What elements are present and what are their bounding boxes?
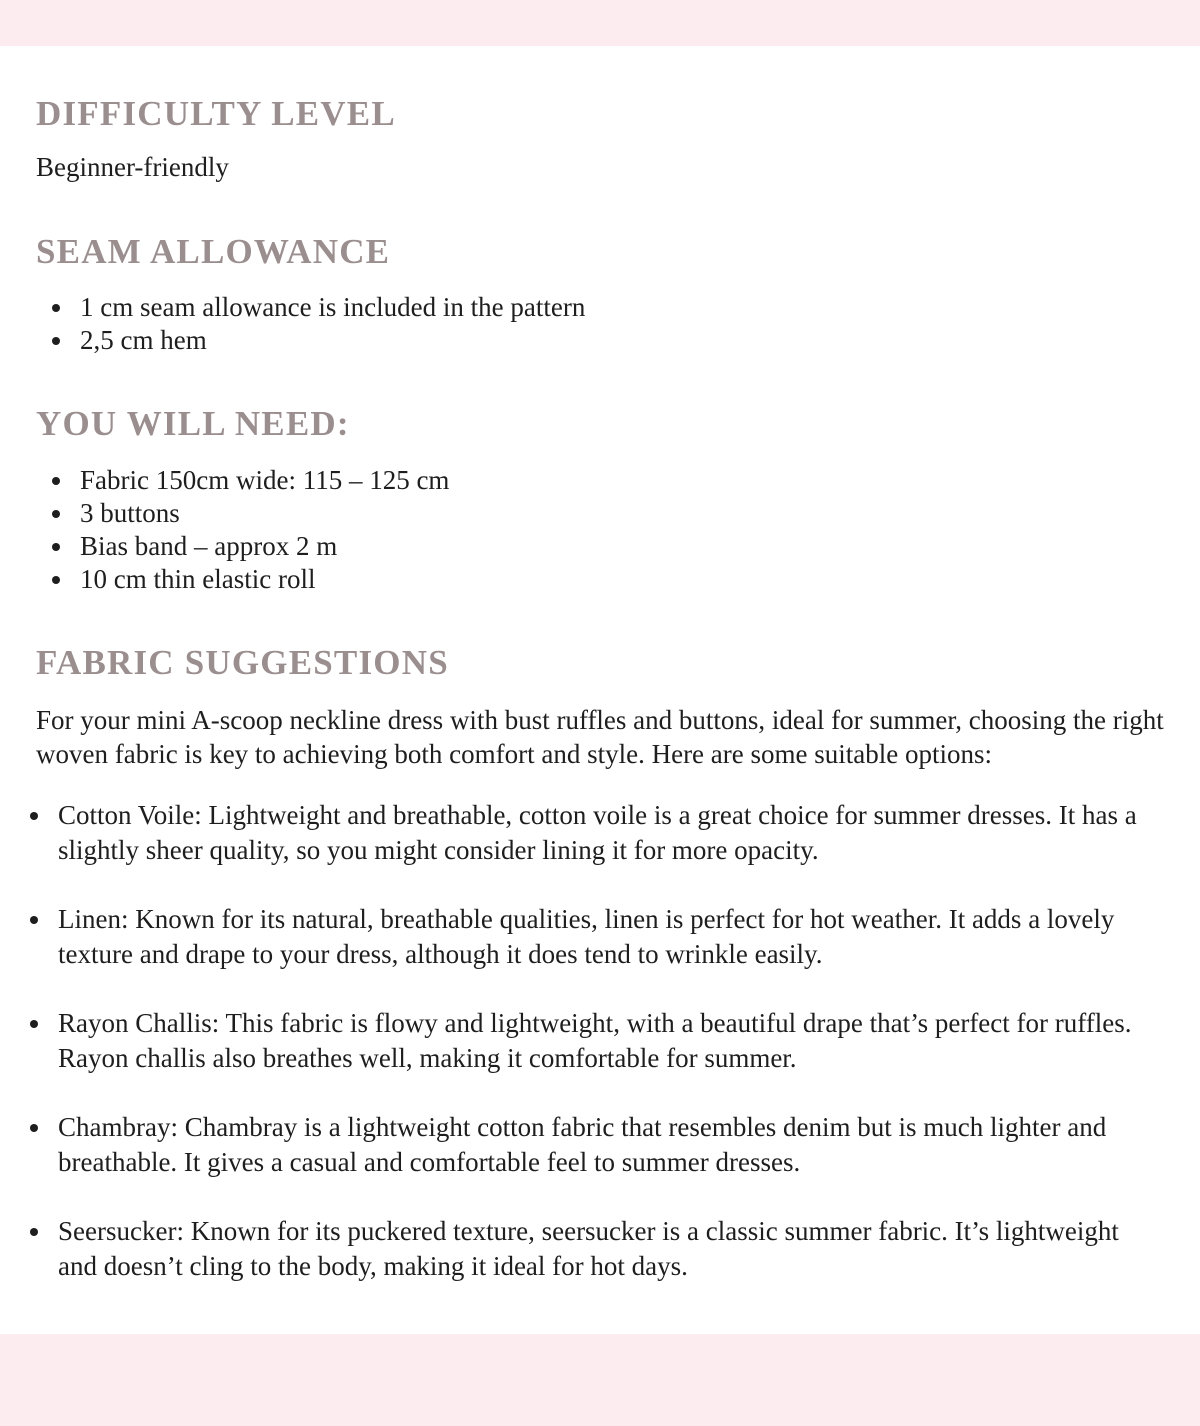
list-item: Rayon Challis: This fabric is flowy and lightweight, with a beautiful drape that’s perfect for ruffles. Rayon challis also breathes well, making it comfortable for summer.: [0, 1006, 1160, 1076]
seam-allowance-list: [36, 291, 585, 357]
fabric-suggestions-intro: For your mini A-scoop neckline dress with bust ruffles and buttons, ideal for summer, choosing the right woven fabric is key to achieving both comfort and style. Here are some suitable options:: [36, 705, 1164, 769]
you-will-need-list: [36, 464, 449, 596]
list-item: 2,5 cm hem: [36, 324, 585, 357]
list-item: 10 cm thin elastic roll: [36, 563, 449, 596]
difficulty-heading: DIFFICULTY LEVEL: [36, 94, 396, 133]
you-will-need-heading: YOU WILL NEED:: [36, 404, 350, 443]
fabric-suggestions-list: [0, 798, 1160, 1318]
list-item: 1 cm seam allowance is included in the pattern: [36, 291, 585, 324]
page-content: [0, 46, 1200, 1334]
list-item: Chambray: Chambray is a lightweight cotton fabric that resembles denim but is much lighter and breathable. It gives a casual and comfortable feel to summer dresses.: [0, 1110, 1160, 1180]
list-item: Linen: Known for its natural, breathable qualities, linen is perfect for hot weather. It adds a lovely texture and drape to your dress, although it does tend to wrinkle easily.: [0, 902, 1160, 972]
list-item: Bias band – approx 2 m: [36, 530, 449, 563]
difficulty-value: Beginner-friendly: [36, 152, 229, 182]
list-item: Seersucker: Known for its puckered texture, seersucker is a classic summer fabric. It’s lightweight and doesn’t cling to the body, making it ideal for hot days.: [0, 1214, 1160, 1284]
fabric-suggestions-heading: FABRIC SUGGESTIONS: [36, 643, 449, 682]
list-item: Fabric 150cm wide: 115 – 125 cm: [36, 464, 449, 497]
list-item: Cotton Voile: Lightweight and breathable, cotton voile is a great choice for summer dresses. It has a slightly sheer quality, so you might consider lining it for more opacity.: [0, 798, 1160, 868]
list-item: 3 buttons: [36, 497, 449, 530]
seam-allowance-heading: SEAM ALLOWANCE: [36, 232, 391, 271]
bottom-pink-band: [0, 1334, 1200, 1426]
top-pink-band: [0, 0, 1200, 46]
